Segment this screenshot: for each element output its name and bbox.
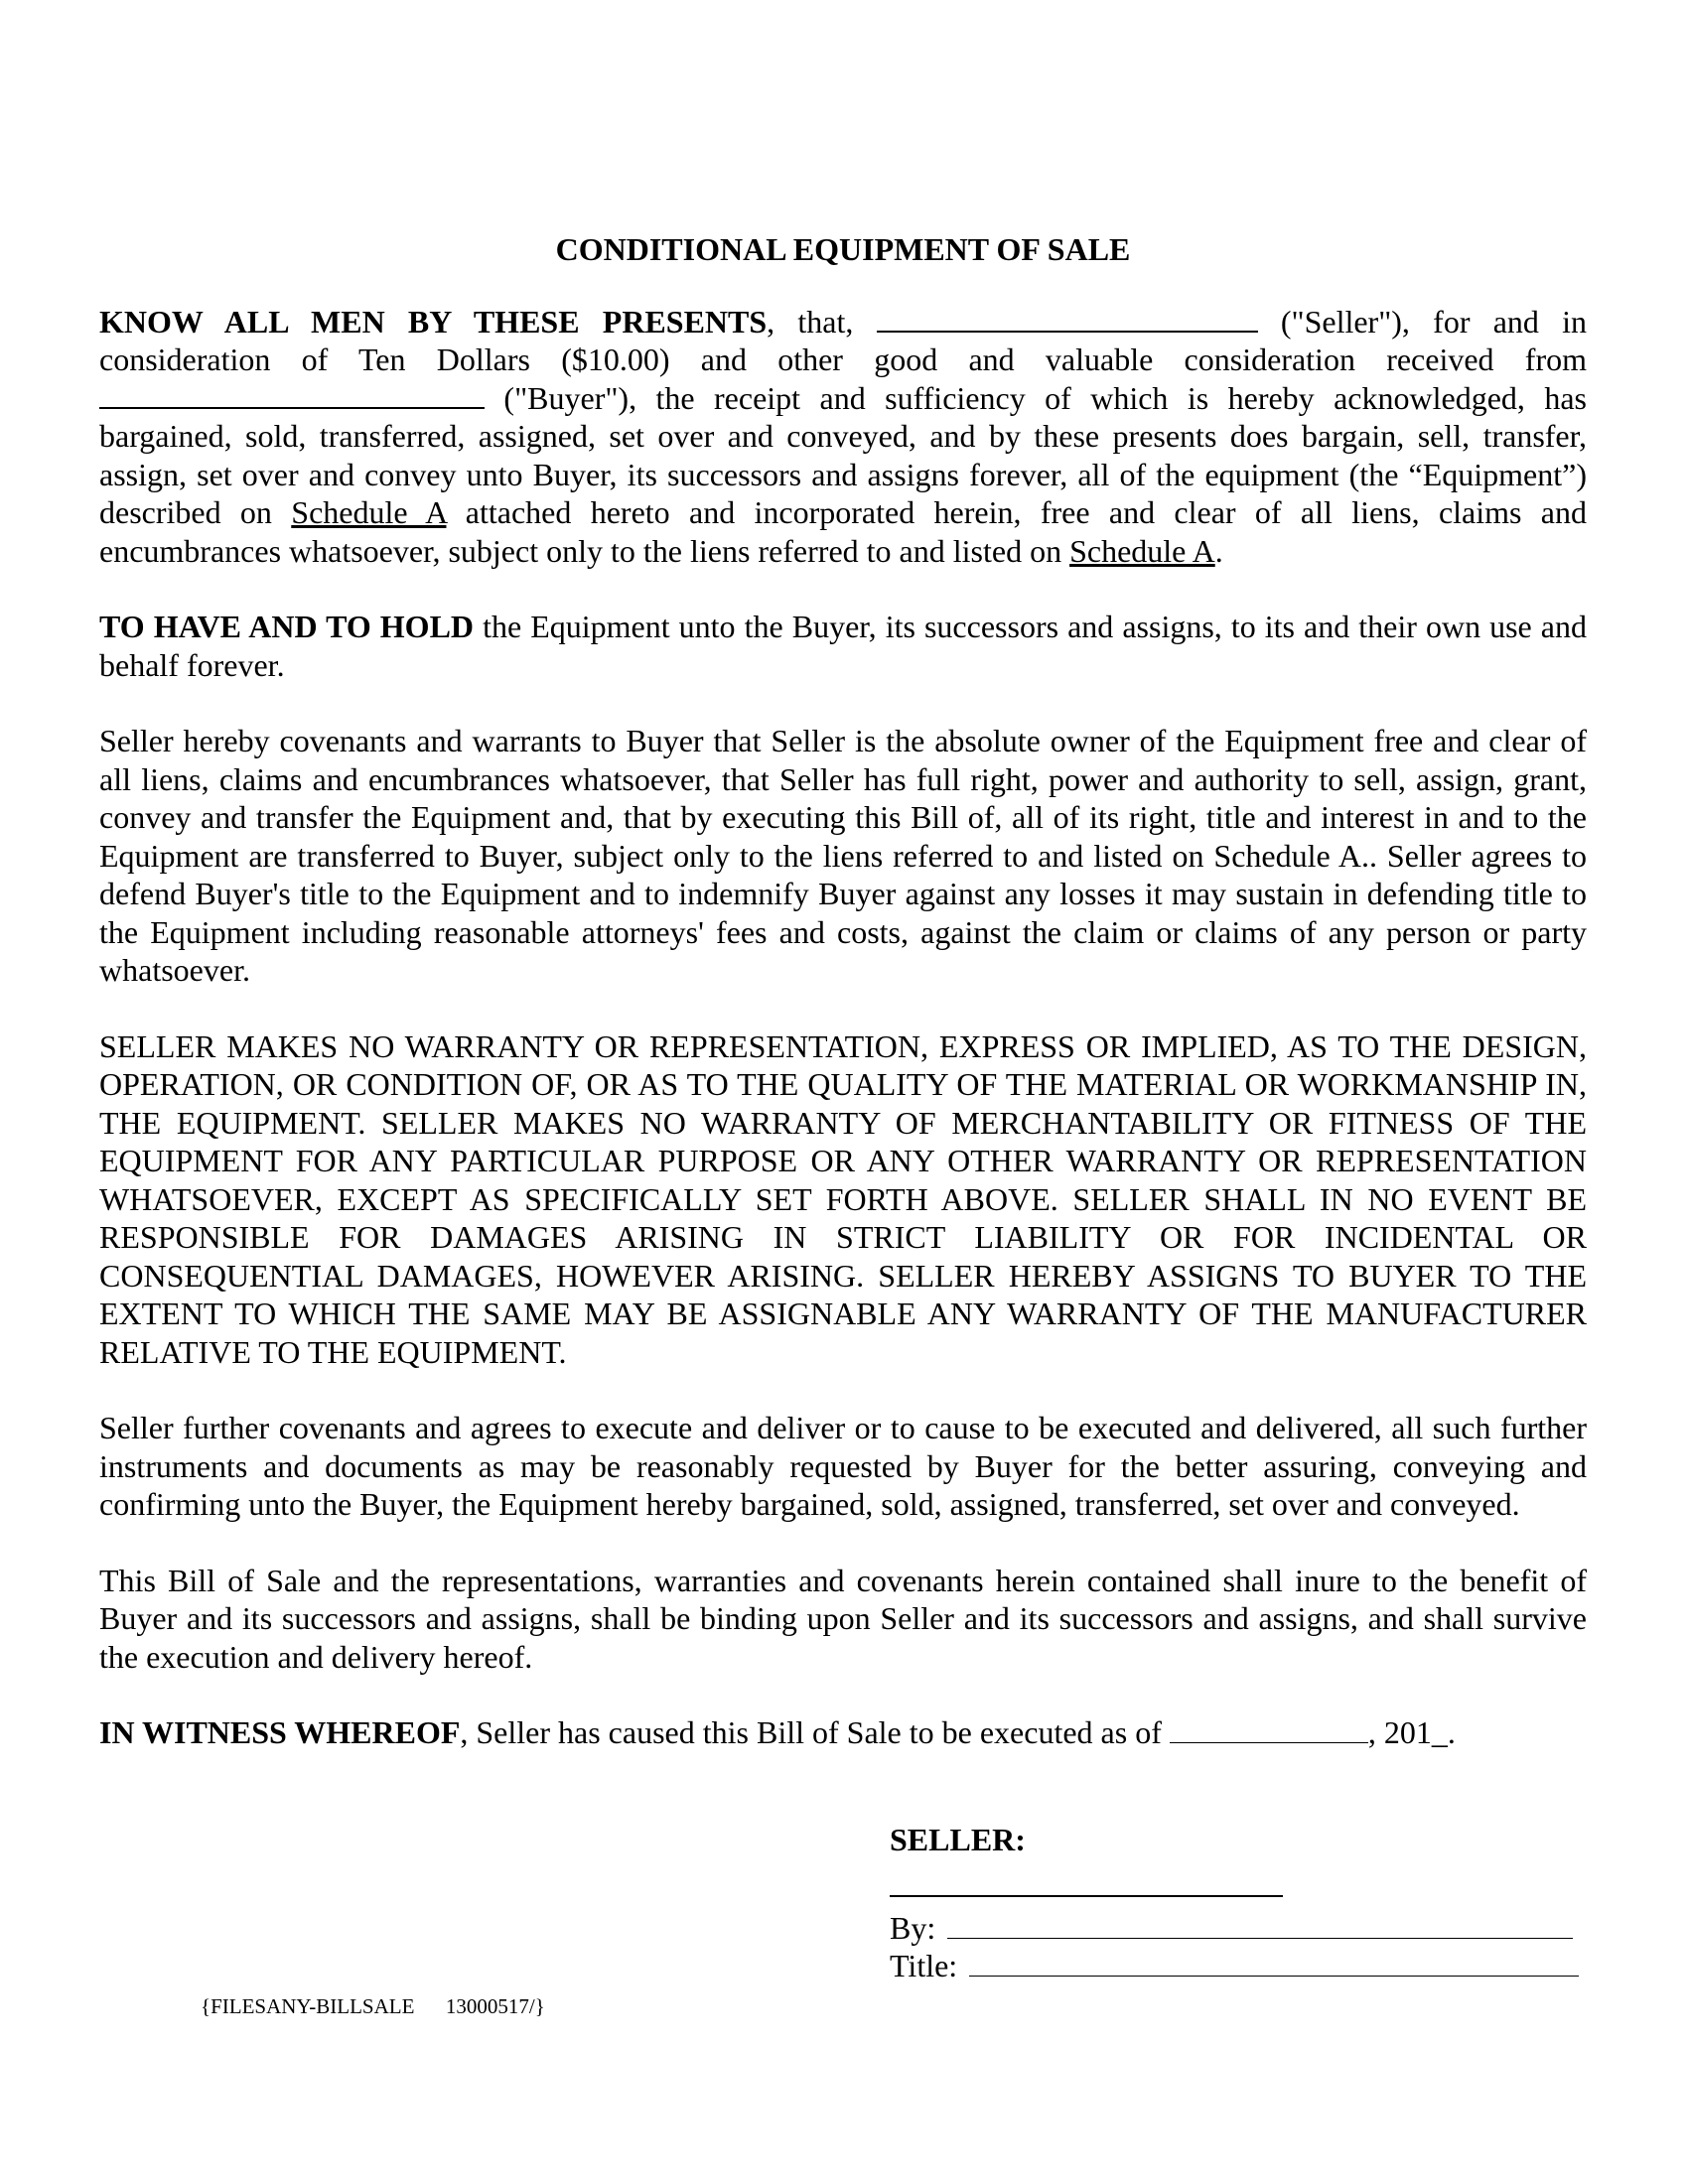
schedule-a-reference-2: Schedule A [1069,532,1215,569]
schedule-a-reference: Schedule A [291,494,447,530]
know-all-men-heading: KNOW ALL MEN BY THESE PRESENTS [99,303,768,340]
by-row [890,1909,1579,1948]
document-body [99,230,1587,1790]
title-label: Title: [890,1948,958,1983]
paragraph-in-witness [99,1713,1587,1752]
document-title: CONDITIONAL EQUIPMENT OF SALE [555,231,1131,267]
p1-text-1: , that, [767,303,877,340]
paragraph-warranty-of-title: Seller hereby covenants and warrants to Buyer that Seller is the absolute owner of the Equipment free and clear of all liens, claims and encumbrances whatsoever, that Seller has full right, power and authority to sell, assign, grant, convey and transfer the Equipment and, that by executing this Bill of, all of its right, title and interest in and to the Equipment are transferred to Buyer, subject only to the liens referred to and listed on Schedule A.. Seller agrees to defend Buyer's title to the Equipment and to indemnify Buyer against any losses it may sustain in defending title to the Equipment including reasonable attorneys' fees and costs, against the claim or claims of any person or party whatsoever. [99,723,1587,988]
paragraph-habendum [99,608,1587,684]
p1-text-2: ("Seller"), for and in consideration of Ten Dollars ($10.00) and other good and valuable consideration received from [99,303,1588,377]
to-have-and-to-hold-heading: TO HAVE AND TO HOLD [99,609,475,644]
signature-block [890,1821,1585,1985]
title-signature-line[interactable] [969,1950,1579,1977]
by-label: By: [890,1909,936,1946]
seller-signature-line[interactable] [890,1873,1283,1897]
document-footer-code: {FILESANY-BILLSALE 13000517/} [201,1994,545,2018]
p1-text-5: . [1214,532,1223,569]
paragraph-disclaimer: SELLER MAKES NO WARRANTY OR REPRESENTATION, EXPRESS OR IMPLIED, AS TO THE DESIGN, OPERATION, OR CONDITION OF, OR AS TO THE QUALITY OF THE MATERIAL OR WORKMANSHIP IN, THE EQUIPMENT. SELLER MAKES NO WARRANTY OF MERCHANTABILITY OR FITNESS OF THE EQUIPMENT FOR ANY PARTICULAR PURPOSE OR ANY OTHER WARRANTY OR REPRESENTATION WHATSOEVER, EXCEPT AS SPECIFICALLY SET FORTH ABOVE. SELLER SHALL IN NO EVENT BE RESPONSIBLE FOR DAMAGES ARISING IN STRICT LIABILITY OR FOR INCIDENTAL OR CONSEQUENTIAL DAMAGES, HOWEVER ARISING. SELLER HEREBY ASSIGNS TO BUYER TO THE EXTENT TO WHICH THE SAME MAY BE ASSIGNABLE ANY WARRANTY OF THE MANUFACTURER RELATIVE TO THE EQUIPMENT. [99,1027,1587,1370]
seller-signature-heading: SELLER: [890,1822,1026,1857]
title-row [890,1947,1579,1985]
paragraph-binding-effect: This Bill of Sale and the representations, warranties and covenants herein contained shall inure to the benefit of Buyer and its successors and assigns, shall be binding upon Seller and its successors and assigns, and shall survive the execution and delivery hereof. [99,1562,1587,1675]
p7-year: , 201_. [1367,1714,1456,1750]
in-witness-heading: IN WITNESS WHEREOF [99,1714,461,1750]
seller-name-blank[interactable] [877,305,1258,333]
p2-text: the Equipment unto the Buyer, its successors and assigns, to its and their own use and behalf forever. [99,609,1588,683]
p1-text-3: ("Buyer"), the receipt and sufficiency of which is hereby acknowledged, has bargained, sold, transferred, assigned, set over and conveyed, and by these presents does bargain, sell, transfer, assign, set over and convey unto Buyer, its successors and assigns forever, all of the equipment (the “Equipment”) described on [99,379,1587,530]
p1-text-4: attached hereto and incorporated herein, free and clear of all liens, claims and encumbrances whatsoever, subject only to the liens referred to and listed on [99,494,1588,569]
p7-text: , Seller has caused this Bill of Sale to be executed as of [460,1714,1170,1750]
paragraph-conveyance [99,303,1587,571]
execution-date-blank[interactable] [1170,1716,1368,1743]
buyer-name-blank[interactable] [99,381,485,409]
by-signature-line[interactable] [947,1912,1573,1939]
paragraph-further-assurances: Seller further covenants and agrees to execute and deliver or to cause to be executed and delivered, all such further instruments and documents as may be reasonably requested by Buyer for the better assuring, conveying and confirming unto the Buyer, the Equipment hereby bargained, sold, assigned, transferred, set over and conveyed. [99,1410,1587,1522]
